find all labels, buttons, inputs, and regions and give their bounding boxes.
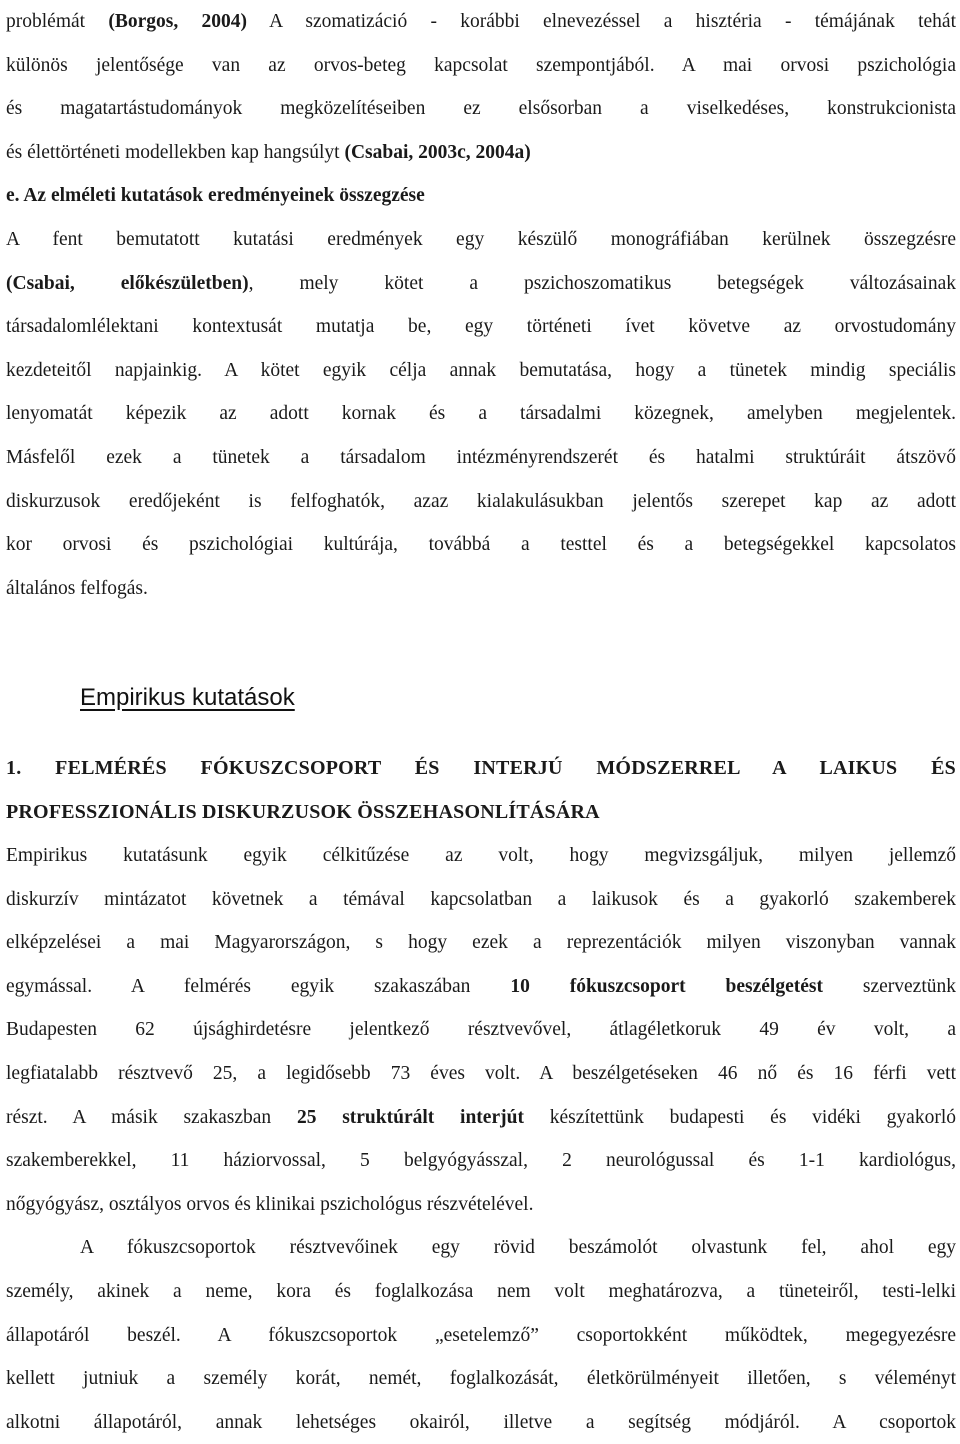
text-line: A fókuszcsoportok résztvevőinek egy rövid beszámolót olvastunk fel, ahol egy <box>80 1237 956 1259</box>
text-line: (Csabai, előkészületben), mely kötet a pszichoszomatikus betegségek változásainak <box>6 272 956 294</box>
text-line: részt. A másik szakaszban 25 struktúrált interjút készítettünk budapesti és vidéki gyakorló <box>6 1106 956 1128</box>
text-line: problémát (Borgos, 2004) A szomatizáció - korábbi elnevezéssel a hisztéria - témájának tehát <box>6 11 956 32</box>
emphasis: 25 struktúrált interjút <box>296 1106 524 1128</box>
text-line: társadalomlélektani kontextusát mutatja be, egy történeti ívet követve az orvostudomány <box>6 316 956 338</box>
citation: (Borgos, 2004) <box>108 11 247 32</box>
text-line: állapotáról beszél. A fókuszcsoportok „esetelemző” csoportokként működtek, megegyezésre <box>6 1324 956 1346</box>
text-line: személy, akinek a neme, kora és foglalkozása nem volt meghatározva, a tüneteiről, testi-lelki <box>6 1281 956 1303</box>
text-line: A fent bemutatott kutatási eredmények egy készülő monográfiában kerülnek összegzésre <box>6 228 956 250</box>
section-title-line: 1. FELMÉRÉS FÓKUSZCSOPORT ÉS INTERJÚ MÓDSZERREL A LAIKUS ÉS <box>6 756 956 779</box>
emphasis: 10 fókuszcsoport beszélgetést <box>510 975 823 997</box>
text-line: elképzelései a mai Magyarországon, s hogy ezek a reprezentációk milyen viszonyban vannak <box>6 932 956 954</box>
text-line: diskurzusok eredőjeként is felfoghatók, azaz kialakulásukban jelentős szerepet kap az adott <box>6 490 956 512</box>
spacer <box>6 610 956 654</box>
text-line: általános felfogás. <box>6 577 148 599</box>
text-line: lenyomatát képezik az adott kornak és a társadalmi közegnek, amelyben megjelentek. <box>6 403 956 425</box>
text-line: egymással. A felmérés egyik szakaszában 10 fókuszcsoport beszélgetést szerveztünk <box>6 975 956 997</box>
document-page <box>6 0 956 1444</box>
text-line: Empirikus kutatásunk egyik célkitűzése az volt, hogy megvizsgáljuk, milyen jellemző <box>6 845 956 867</box>
text-line: kor orvosi és pszichológiai kultúrája, továbbá a testtel és a betegségekkel kapcsolatos <box>6 534 956 556</box>
citation: (Csabai, előkészületben) <box>6 272 249 294</box>
text-line: Budapesten 62 újsághirdetésre jelentkező résztvevővel, átlagéletkoruk 49 év volt, a <box>6 1019 956 1041</box>
text-line: nőgyógyász, osztályos orvos és klinikai pszichológus részvételével. <box>6 1193 534 1215</box>
text-line: különös jelentősége van az orvos-beteg kapcsolat szempontjából. A mai orvosi pszichológia <box>6 54 956 76</box>
section-title-line: PROFESSZIONÁLIS DISKURZUSOK ÖSSZEHASONLÍTÁSÁRA <box>6 800 600 823</box>
text-line: és magatartástudományok megközelítéseiben ez elsősorban a viselkedéses, konstrukcionista <box>6 98 956 120</box>
section-heading: Empirikus kutatások <box>80 683 295 711</box>
subsection-heading: e. Az elméleti kutatások eredményeinek összegzése <box>6 185 425 207</box>
text-line: szakemberekkel, 11 háziorvossal, 5 belgyógyásszal, 2 neurológussal és 1-1 kardiológus, <box>6 1150 956 1172</box>
citation: (Csabai, 2003c, 2004a) <box>344 141 531 163</box>
text-line: alkotni állapotáról, annak lehetséges okairól, illetve a segítség módjáról. A csoportok <box>6 1411 956 1433</box>
text-line: és élettörténeti modellekben kap hangsúlyt (Csabai, 2003c, 2004a) <box>6 141 531 163</box>
text-line: legfiatalabb résztvevő 25, a legidősebb 73 éves volt. A beszélgetéseken 46 nő és 16 férfi vett <box>6 1063 956 1085</box>
text-line: kellett jutniuk a személy korát, nemét, foglalkozását, életkörülményeit illetően, s véleményt <box>6 1368 956 1390</box>
text-line: Másfelől ezek a tünetek a társadalom intézményrendszerét és hatalmi struktúráit átszövő <box>6 446 956 468</box>
text-line: kezdeteitől napjainkig. A kötet egyik célja annak bemutatása, hogy a tünetek mindig speciális <box>6 359 956 381</box>
text-line: diskurzív mintázatot követnek a témával kapcsolatban a laikusok és a gyakorló szakemberek <box>6 888 956 910</box>
